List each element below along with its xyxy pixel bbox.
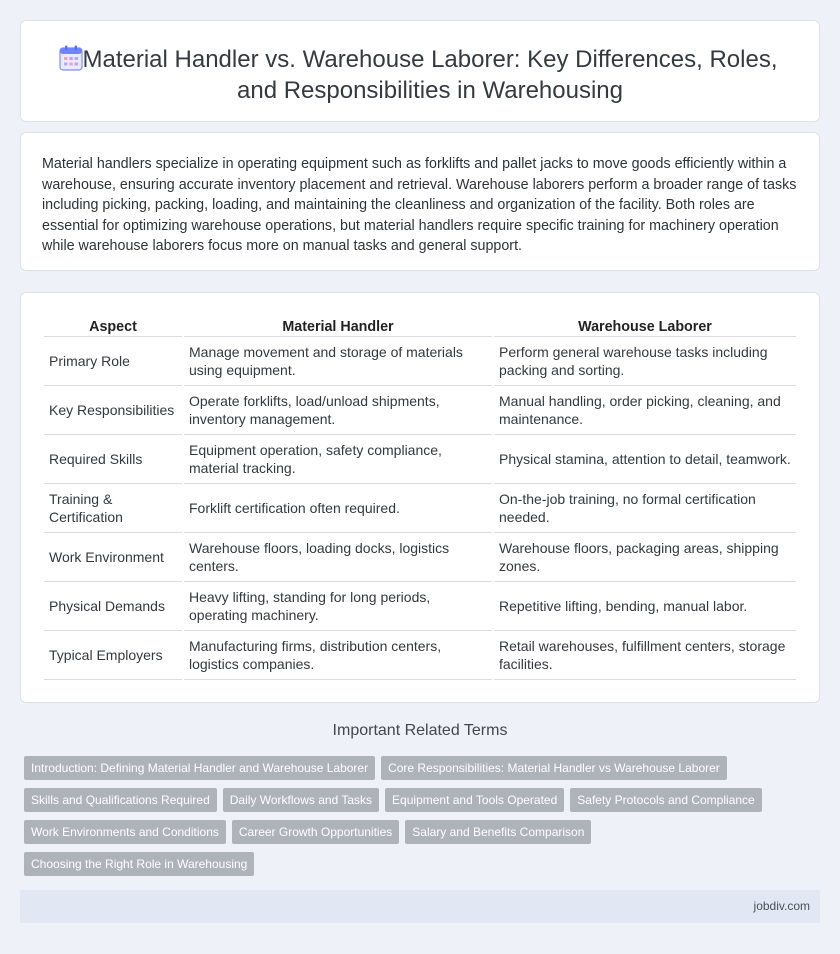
material-handler-cell: Manufacturing firms, distribution centers, logistics companies. (184, 631, 492, 680)
related-term-tag[interactable]: Salary and Benefits Comparison (405, 820, 591, 844)
aspect-cell: Training & Certification (44, 484, 182, 533)
aspect-cell: Typical Employers (44, 631, 182, 680)
comparison-table (42, 314, 798, 680)
related-term-tag[interactable]: Equipment and Tools Operated (385, 788, 564, 812)
material-handler-cell: Heavy lifting, standing for long periods, operating machinery. (184, 582, 492, 631)
related-term-tag[interactable]: Skills and Qualifications Required (24, 788, 217, 812)
related-term-tag[interactable]: Core Responsibilities: Material Handler vs Warehouse Laborer (381, 756, 727, 780)
warehouse-laborer-cell: Manual handling, order picking, cleaning, and maintenance. (494, 386, 796, 435)
table-row (44, 631, 796, 680)
warehouse-laborer-cell: Warehouse floors, packaging areas, shipping zones. (494, 533, 796, 582)
aspect-cell: Key Responsibilities (44, 386, 182, 435)
aspect-cell: Physical Demands (44, 582, 182, 631)
material-handler-cell: Manage movement and storage of materials using equipment. (184, 337, 492, 386)
warehouse-laborer-cell: Perform general warehouse tasks including packing and sorting. (494, 337, 796, 386)
comparison-table-card (20, 292, 820, 703)
related-term-tag[interactable]: Work Environments and Conditions (24, 820, 226, 844)
aspect-cell: Primary Role (44, 337, 182, 386)
table-row (44, 533, 796, 582)
column-header-material-handler: Material Handler (184, 314, 492, 337)
material-handler-cell: Warehouse floors, loading docks, logistics centers. (184, 533, 492, 582)
column-header-warehouse-laborer: Warehouse Laborer (494, 314, 796, 337)
column-header-aspect: Aspect (44, 314, 182, 337)
related-terms-list (24, 756, 784, 876)
material-handler-cell: Operate forklifts, load/unload shipments, inventory management. (184, 386, 492, 435)
material-handler-cell: Forklift certification often required. (184, 484, 492, 533)
warehouse-laborer-cell: Physical stamina, attention to detail, teamwork. (494, 435, 796, 484)
page-title: Material Handler vs. Warehouse Laborer: Key Differences, Roles, and Responsibilities in Warehousing (82, 46, 778, 104)
aspect-cell: Required Skills (44, 435, 182, 484)
related-terms-heading: Important Related Terms (332, 722, 508, 739)
intro-paragraph: Material handlers specialize in operating equipment such as forklifts and pallet jacks to move goods efficiently within a warehouse, ensuring accurate inventory placement and retrieval. Warehouse laborers perform a broader range of tasks including picking, packing, loading, and maintaining the cleanliness and organization of the facility. Both roles are essential for optimizing warehouse operations, but material handlers require specific training for machinery operation while warehouse laborers focus more on manual tasks and general support. (42, 156, 797, 254)
table-row (44, 435, 796, 484)
table-row (44, 337, 796, 386)
table-header-row (44, 314, 796, 337)
related-term-tag[interactable]: Daily Workflows and Tasks (223, 788, 379, 812)
title-card (20, 20, 820, 122)
aspect-cell: Work Environment (44, 533, 182, 582)
warehouse-laborer-cell: On-the-job training, no formal certification needed. (494, 484, 796, 533)
footer-bar (20, 890, 820, 923)
intro-card (20, 132, 820, 271)
related-term-tag[interactable]: Safety Protocols and Compliance (570, 788, 761, 812)
related-term-tag[interactable]: Career Growth Opportunities (232, 820, 399, 844)
warehouse-laborer-cell: Repetitive lifting, bending, manual labor. (494, 582, 796, 631)
table-row (44, 386, 796, 435)
material-handler-cell: Equipment operation, safety compliance, material tracking. (184, 435, 492, 484)
table-row (44, 484, 796, 533)
table-row (44, 582, 796, 631)
warehouse-laborer-cell: Retail warehouses, fulfillment centers, storage facilities. (494, 631, 796, 680)
site-name[interactable]: jobdiv.com (753, 899, 810, 913)
related-term-tag[interactable]: Introduction: Defining Material Handler and Warehouse Laborer (24, 756, 375, 780)
related-term-tag[interactable]: Choosing the Right Role in Warehousing (24, 852, 254, 876)
